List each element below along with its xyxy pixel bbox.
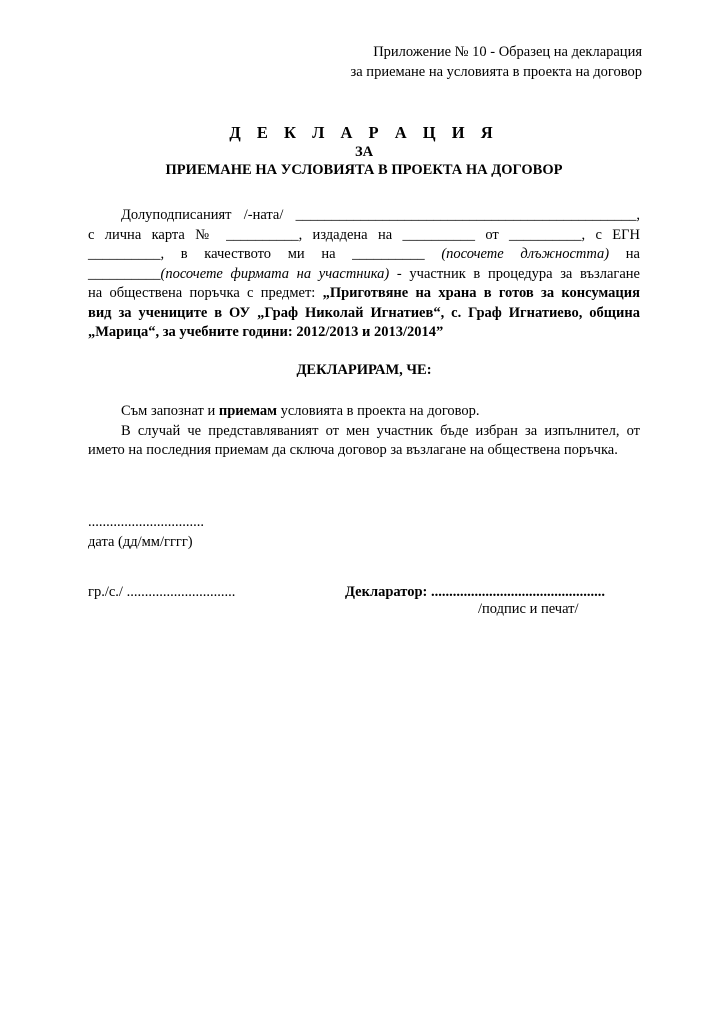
para1-line-5-text: на обществена поръчка с предмет: [88, 285, 323, 301]
title-za: ЗА [354, 144, 374, 160]
para1-line-3 [88, 245, 640, 265]
date-label: дата (дд/мм/гггг) [88, 534, 193, 550]
para1-line-5 [88, 284, 640, 304]
document-subtitle: ПРИЕМАНЕ НА УСЛОВИЯТА В ПРОЕКТА НА ДОГОВОР [165, 162, 563, 178]
company-hint: (посочете фирмата на участника) [160, 265, 390, 282]
para2-line-1-text: Съм запознат и [121, 403, 219, 419]
city-line: гр./с./ .............................. [88, 584, 236, 600]
sign-stamp-label: /подпис и печат/ [478, 601, 579, 617]
para1-line-3-text: __________, в качеството ми на __________ [88, 246, 442, 262]
annex-header [351, 42, 642, 82]
para2-line-2: В случай че представляваният от мен участник бъде избран за изпълнител, от [121, 422, 640, 439]
para1-line-3-end: на [609, 246, 640, 262]
annex-line-2: за приемане на условията в проекта на договор [350, 64, 642, 80]
declarator-line: Декларатор: ................................................ [345, 584, 605, 600]
date-dots: ................................ [88, 514, 204, 530]
para2-line-1-end: условията в проекта на договор. [276, 403, 480, 419]
position-hint: (посочете длъжността) [441, 246, 610, 262]
para1-line-4-blank: __________ [88, 265, 161, 282]
para1-line-2: с лична карта № __________, издадена на __________ от __________, с ЕГН [88, 226, 640, 243]
date-block [88, 512, 204, 552]
para1-line-7: „Марица“, за учебните години: 2012/2013 и 2013/2014” [88, 324, 444, 340]
accept-word: приемам [218, 403, 277, 419]
para2-line-1 [88, 402, 640, 422]
para1-line-4-text: - участник в процедура за възлагане [389, 265, 640, 282]
para1-line-1: Долуподписаният /-ната/ _______________________________________________, [121, 207, 640, 223]
annex-line-1: Приложение № 10 - Образец на декларация [373, 44, 642, 60]
document-title: Д Е К Л А Р А Ц И Я [229, 123, 499, 142]
acceptance-paragraph [88, 402, 640, 461]
para1-line-6: вид за учениците в ОУ „Граф Николай Игнатиев“, с. Граф Игнатиево, община [88, 304, 640, 321]
subject-start: „Приготвяне на храна в готов за консумация [322, 285, 640, 301]
declarant-paragraph [88, 206, 640, 343]
para1-line-4 [88, 265, 640, 285]
declare-heading: ДЕКЛАРИРАМ, ЧЕ: [296, 362, 432, 378]
para2-line-3: името на последния приемам да сключа договор за възлагане на обществена поръчка. [88, 442, 618, 458]
